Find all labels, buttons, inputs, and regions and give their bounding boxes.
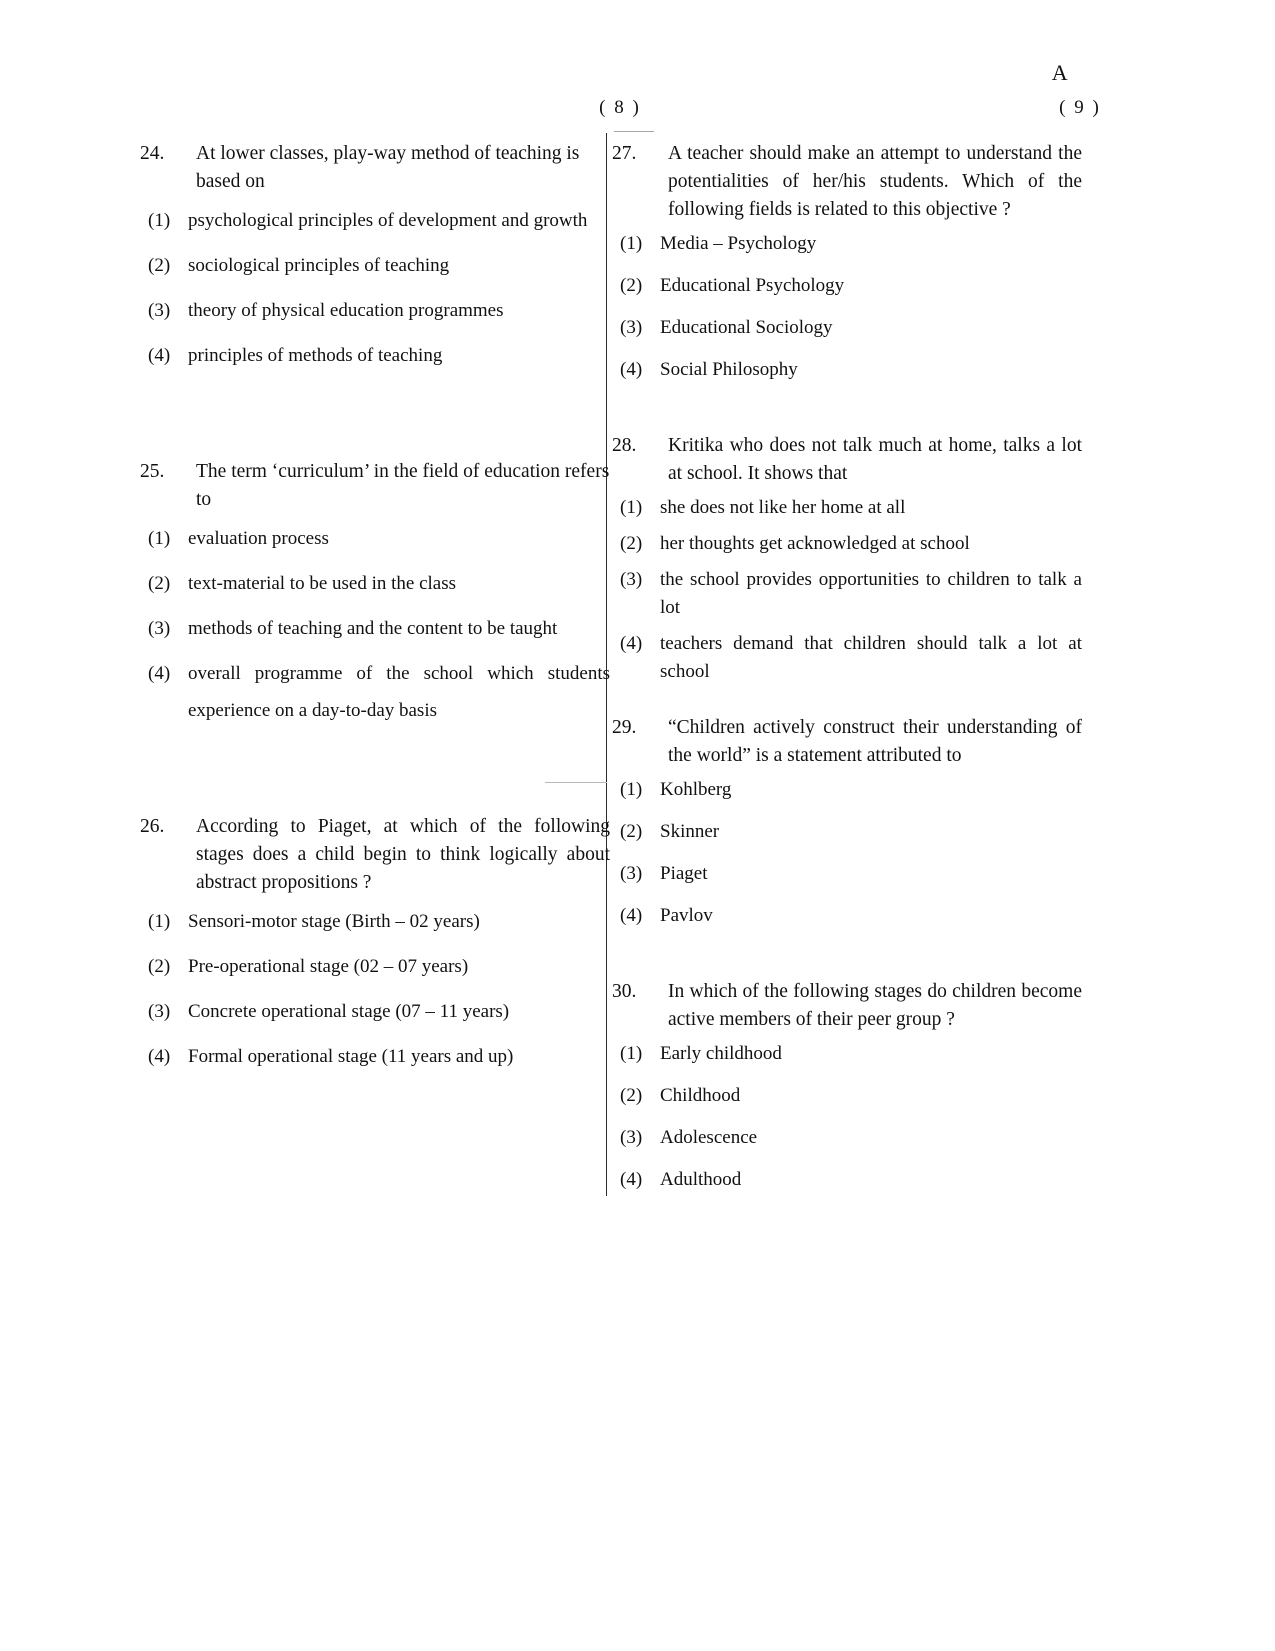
option-label: (4) xyxy=(620,1169,643,1190)
question-text: In which of the following stages do children become active members of their peer group ? xyxy=(668,981,1082,1030)
option-item[interactable] xyxy=(612,1040,1082,1068)
option-item[interactable] xyxy=(140,948,610,985)
option-label: (3) xyxy=(148,1001,171,1022)
question-number: 25. xyxy=(140,461,165,482)
question-number: 27. xyxy=(612,143,637,164)
option-text: Pre-operational stage (02 – 07 years) xyxy=(188,956,469,977)
option-label: (1) xyxy=(148,210,171,231)
question-number: 26. xyxy=(140,816,165,837)
option-label: (3) xyxy=(620,569,643,590)
option-label: (3) xyxy=(148,618,171,639)
option-item[interactable] xyxy=(612,630,1082,686)
option-text: the school provides opportunities to children to talk a lot xyxy=(660,569,1082,618)
option-label: (2) xyxy=(620,821,643,842)
option-text: evaluation process xyxy=(188,528,329,549)
question-text: The term ‘curriculum’ in the field of education refers to xyxy=(196,461,610,510)
option-label: (3) xyxy=(620,1127,643,1148)
option-item[interactable] xyxy=(140,520,610,557)
question-number: 24. xyxy=(140,143,165,164)
option-text: her thoughts get acknowledged at school xyxy=(660,533,970,554)
option-item[interactable] xyxy=(140,993,610,1030)
question-block-28 xyxy=(612,432,1082,686)
spacer xyxy=(612,944,1082,978)
option-label: (4) xyxy=(620,905,643,926)
option-list xyxy=(140,520,610,729)
option-list xyxy=(612,494,1082,686)
spacer xyxy=(140,382,610,458)
option-list xyxy=(612,1040,1082,1194)
option-item[interactable] xyxy=(140,565,610,602)
option-item[interactable] xyxy=(140,903,610,940)
option-text: Piaget xyxy=(660,863,708,884)
question-heading xyxy=(612,432,1082,488)
option-label: (3) xyxy=(620,863,643,884)
option-label: (1) xyxy=(148,528,171,549)
option-text: Adulthood xyxy=(660,1169,742,1190)
option-label: (4) xyxy=(620,359,643,380)
option-text: Kohlberg xyxy=(660,779,732,800)
option-item[interactable] xyxy=(612,494,1082,522)
option-item[interactable] xyxy=(612,776,1082,804)
option-item[interactable] xyxy=(612,818,1082,846)
spacer xyxy=(612,398,1082,432)
option-text: Formal operational stage (11 years and up) xyxy=(188,1046,514,1067)
question-text: A teacher should make an attempt to understand the potentialities of her/his students. Which of the following fields is related to this objective ? xyxy=(668,143,1082,220)
option-label: (1) xyxy=(620,1043,643,1064)
option-item[interactable] xyxy=(612,860,1082,888)
option-item[interactable] xyxy=(612,566,1082,622)
option-item[interactable] xyxy=(612,314,1082,342)
question-heading xyxy=(612,978,1082,1034)
page-number-right: ( 9 ) xyxy=(1059,97,1101,118)
option-label: (2) xyxy=(148,255,171,276)
question-heading xyxy=(612,714,1082,770)
option-text: psychological principles of development and growth xyxy=(188,210,588,231)
question-heading xyxy=(140,458,610,514)
option-item[interactable] xyxy=(140,655,610,729)
option-text: she does not like her home at all xyxy=(660,497,906,518)
option-item[interactable] xyxy=(612,272,1082,300)
question-heading xyxy=(140,813,610,897)
option-label: (3) xyxy=(148,300,171,321)
option-item[interactable] xyxy=(612,230,1082,258)
option-text: overall programme of the school which students experience on a day-to-day basis xyxy=(188,663,610,721)
option-item[interactable] xyxy=(612,530,1082,558)
option-text: Skinner xyxy=(660,821,720,842)
option-text: text-material to be used in the class xyxy=(188,573,457,594)
series-code-label: A xyxy=(1051,60,1069,85)
question-block-25 xyxy=(140,458,610,729)
option-text: Educational Sociology xyxy=(660,317,833,338)
question-text: “Children actively construct their understanding of the world” is a statement attributed to xyxy=(668,717,1082,766)
option-text: Sensori-motor stage (Birth – 02 years) xyxy=(188,911,480,932)
option-label: (4) xyxy=(148,345,171,366)
option-item[interactable] xyxy=(612,1166,1082,1194)
option-text: Concrete operational stage (07 – 11 years) xyxy=(188,1001,510,1022)
option-item[interactable] xyxy=(140,247,610,284)
option-label: (2) xyxy=(620,533,643,554)
option-label: (4) xyxy=(620,633,643,654)
question-heading xyxy=(612,140,1082,224)
question-column-left xyxy=(140,140,610,1083)
option-text: Adolescence xyxy=(660,1127,758,1148)
question-block-27 xyxy=(612,140,1082,384)
option-label: (1) xyxy=(148,911,171,932)
option-text: methods of teaching and the content to be taught xyxy=(188,618,558,639)
option-label: (1) xyxy=(620,497,643,518)
option-label: (3) xyxy=(620,317,643,338)
question-text: Kritika who does not talk much at home, talks a lot at school. It shows that xyxy=(668,435,1082,484)
spacer xyxy=(140,737,610,813)
option-text: principles of methods of teaching xyxy=(188,345,443,366)
option-item[interactable] xyxy=(612,902,1082,930)
option-item[interactable] xyxy=(140,337,610,374)
option-text: teachers demand that children should talk a lot at school xyxy=(660,633,1082,682)
option-list xyxy=(612,230,1082,384)
question-heading xyxy=(140,140,610,196)
option-label: (1) xyxy=(620,233,643,254)
option-label: (2) xyxy=(148,573,171,594)
option-item[interactable] xyxy=(140,202,610,239)
option-text: Social Philosophy xyxy=(660,359,798,380)
option-text: Media – Psychology xyxy=(660,233,817,254)
option-item[interactable] xyxy=(140,1038,610,1075)
option-label: (4) xyxy=(148,663,171,684)
option-text: Childhood xyxy=(660,1085,741,1106)
option-item[interactable] xyxy=(612,356,1082,384)
option-text: sociological principles of teaching xyxy=(188,255,450,276)
question-number: 29. xyxy=(612,717,637,738)
question-block-29 xyxy=(612,714,1082,930)
option-item[interactable] xyxy=(612,1082,1082,1110)
option-list xyxy=(140,202,610,374)
option-item[interactable] xyxy=(140,610,610,647)
option-text: Early childhood xyxy=(660,1043,782,1064)
question-block-26 xyxy=(140,813,610,1075)
option-item[interactable] xyxy=(612,1124,1082,1152)
page-number-left: ( 8 ) xyxy=(599,97,641,118)
question-block-30 xyxy=(612,978,1082,1194)
option-label: (2) xyxy=(148,956,171,977)
question-text: At lower classes, play-way method of teaching is based on xyxy=(196,143,580,192)
option-label: (1) xyxy=(620,779,643,800)
option-text: Educational Psychology xyxy=(660,275,845,296)
option-label: (2) xyxy=(620,1085,643,1106)
question-number: 30. xyxy=(612,981,637,1002)
option-text: Pavlov xyxy=(660,905,713,926)
option-label: (4) xyxy=(148,1046,171,1067)
option-item[interactable] xyxy=(140,292,610,329)
option-list xyxy=(612,776,1082,930)
question-block-24 xyxy=(140,140,610,374)
scan-artifact-top: —— xyxy=(614,119,654,141)
option-text: theory of physical education programmes xyxy=(188,300,504,321)
question-column-right xyxy=(612,140,1082,1208)
option-list xyxy=(140,903,610,1075)
question-text: According to Piaget, at which of the following stages does a child begin to think logically about abstract propositions ? xyxy=(196,816,610,893)
spacer xyxy=(612,694,1082,714)
option-label: (2) xyxy=(620,275,643,296)
question-number: 28. xyxy=(612,435,637,456)
